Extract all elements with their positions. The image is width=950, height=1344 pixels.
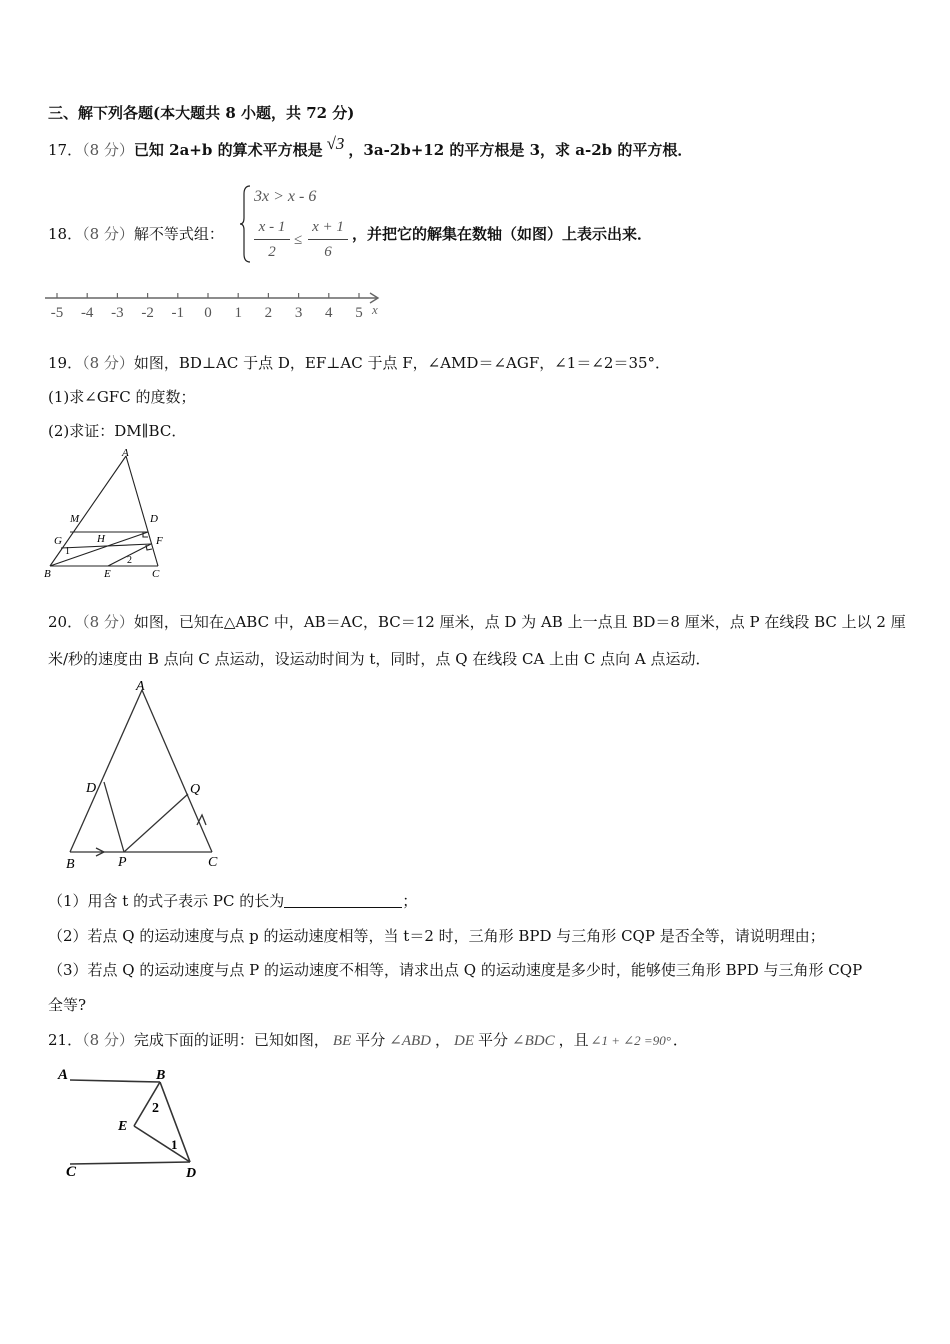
q21-text-5: ，且 bbox=[558, 1031, 589, 1049]
q21-text-4: 平分 bbox=[478, 1031, 509, 1049]
q21-text-1: 完成下面的证明：已知如图， bbox=[133, 1031, 329, 1049]
question-20-line1 bbox=[48, 612, 906, 632]
q18-frac-left-den: 2 bbox=[268, 244, 276, 260]
q21-text-6: ． bbox=[672, 1031, 688, 1049]
q20-score: （8 分） bbox=[82, 613, 134, 631]
q18-relation: ≤ bbox=[294, 232, 303, 248]
q19-label-C: C bbox=[152, 568, 160, 580]
q21-be: BE bbox=[332, 1033, 352, 1049]
q20-sub1 bbox=[48, 891, 417, 911]
q19-sub2: (2)求证：DM∥BC． bbox=[48, 422, 187, 440]
q19-score: （8 分） bbox=[82, 354, 134, 372]
number-line-tick-label: -2 bbox=[141, 305, 154, 321]
q20-label-C: C bbox=[208, 855, 218, 870]
number-line-tick-label: 3 bbox=[294, 305, 303, 321]
q19-label-F: F bbox=[156, 535, 163, 547]
number-line-tick-label: -4 bbox=[80, 305, 94, 321]
q20-figure bbox=[58, 676, 228, 872]
q19-label-E: E bbox=[104, 568, 111, 580]
q21-label-B: B bbox=[156, 1068, 166, 1083]
q19-angle-1: 1 bbox=[65, 546, 70, 557]
number-line bbox=[40, 288, 390, 324]
q20-label-B: B bbox=[66, 857, 75, 872]
q21-condition: ∠1 + ∠2 =90° bbox=[590, 1033, 671, 1048]
q21-figure bbox=[56, 1060, 216, 1180]
q19-text: 如图，BD⊥AC 于点 D，EF⊥AC 于点 F，∠AMD＝∠AGF，∠1＝∠2＝35°． bbox=[133, 354, 671, 372]
q18-score: （8 分） bbox=[82, 225, 134, 243]
q20-sub1-answer-blank[interactable] bbox=[284, 893, 402, 908]
number-line-tick-label: 2 bbox=[264, 305, 273, 321]
q20-label-D: D bbox=[86, 781, 97, 796]
q20-label-Q: Q bbox=[190, 782, 201, 797]
q19-label-D: D bbox=[150, 513, 158, 525]
q20-sub3-line1: （3）若点 Q 的运动速度与点 P 的运动速度不相等，请求出点 Q 的运动速度是多少时，能够使三角形 BPD 与三角形 CQP bbox=[48, 961, 863, 979]
number-line-tick-label: 5 bbox=[355, 305, 363, 321]
number-line-tick-label: 1 bbox=[234, 305, 242, 321]
q17-number: 17． bbox=[48, 141, 83, 159]
section-title: 三、解下列各题(本大题共 8 小题，共 72 分) bbox=[48, 104, 355, 122]
q18-inequality-1: 3x > x - 6 bbox=[254, 188, 317, 205]
q18-prompt: 解不等式组： bbox=[133, 225, 224, 243]
question-20-line2: 米/秒的速度由 B 点向 C 点运动，设运动时间为 t，同时，点 Q 在线段 CA 上由 C 点向 A 点运动． bbox=[48, 650, 711, 668]
q18-system-brace bbox=[240, 184, 252, 264]
q20-sub1-end: ； bbox=[402, 892, 418, 910]
q21-label-C: C bbox=[66, 1164, 77, 1180]
q19-number: 19． bbox=[48, 354, 83, 372]
number-line-tick-label: -1 bbox=[171, 305, 185, 321]
number-line-tick-label: -3 bbox=[111, 305, 124, 321]
q19-label-A: A bbox=[122, 447, 129, 459]
q19-angle-2: 2 bbox=[127, 555, 132, 566]
q18-frac-right-den: 6 bbox=[324, 244, 332, 260]
q17-text-part1: 已知 2a+b 的算术平方根是 bbox=[133, 141, 323, 159]
q19-label-M: M bbox=[70, 513, 80, 525]
q20-line1-text: 如图，已知在△ABC 中，AB＝AC，BC＝12 厘米，点 D 为 AB 上一点且 BD＝8 厘米，点 P 在线段 BC 上以 2 厘 bbox=[133, 613, 906, 631]
q21-text-3: ， bbox=[435, 1031, 451, 1049]
q21-label-A: A bbox=[58, 1067, 69, 1083]
q18-frac-right-bar bbox=[308, 239, 348, 240]
q21-angle-2: 2 bbox=[152, 1101, 159, 1116]
q19-label-B: B bbox=[44, 568, 51, 580]
q18-frac-left-bar bbox=[254, 239, 290, 240]
q19-figure bbox=[40, 446, 180, 581]
q21-angle-1: 1 bbox=[171, 1137, 178, 1152]
number-line-var: x bbox=[372, 302, 378, 317]
q21-label-D: D bbox=[186, 1166, 197, 1180]
q17-sqrt3: √3 bbox=[326, 134, 345, 153]
q20-label-A: A bbox=[136, 679, 145, 694]
question-17 bbox=[48, 134, 693, 160]
q18-lead bbox=[48, 224, 224, 244]
number-line-tick-label: -5 bbox=[50, 305, 64, 321]
q17-score: （8 分） bbox=[82, 141, 134, 159]
q20-sub1-text: （1）用含 t 的式子表示 PC 的长为 bbox=[48, 892, 285, 910]
q20-label-P: P bbox=[118, 855, 127, 870]
q20-sub3-line2: 全等? bbox=[48, 996, 87, 1014]
q21-angle-bdc: ∠BDC bbox=[512, 1033, 555, 1049]
q20-number: 20． bbox=[48, 613, 83, 631]
q21-number: 21． bbox=[48, 1031, 83, 1049]
q21-text-2: 平分 bbox=[355, 1031, 386, 1049]
q19-label-H: H bbox=[97, 533, 105, 545]
question-21 bbox=[48, 1030, 688, 1051]
q18-number: 18． bbox=[48, 225, 83, 243]
q19-sub1: (1)求∠GFC 的度数； bbox=[48, 388, 196, 406]
q18-tail: ，并把它的解集在数轴（如图）上表示出来． bbox=[352, 225, 653, 243]
q19-label-G: G bbox=[54, 535, 62, 547]
q21-angle-abd: ∠ABD bbox=[389, 1033, 431, 1049]
number-line-tick-label: 4 bbox=[325, 305, 333, 321]
question-19 bbox=[48, 353, 670, 373]
q20-sub2: （2）若点 Q 的运动速度与点 p 的运动速度相等，当 t＝2 时，三角形 BPD 与三角形 CQP 是否全等，请说明理由； bbox=[48, 927, 825, 945]
q21-label-E: E bbox=[118, 1119, 128, 1134]
number-line-tick-label: 0 bbox=[204, 305, 212, 321]
q18-frac-right-num: x + 1 bbox=[312, 219, 344, 235]
q17-text-part2: ，3a-2b+12 的平方根是 3，求 a-2b 的平方根． bbox=[348, 141, 693, 159]
q18-frac-left-num: x - 1 bbox=[258, 219, 286, 235]
q21-score: （8 分） bbox=[82, 1031, 134, 1049]
q21-de: DE bbox=[454, 1033, 475, 1049]
